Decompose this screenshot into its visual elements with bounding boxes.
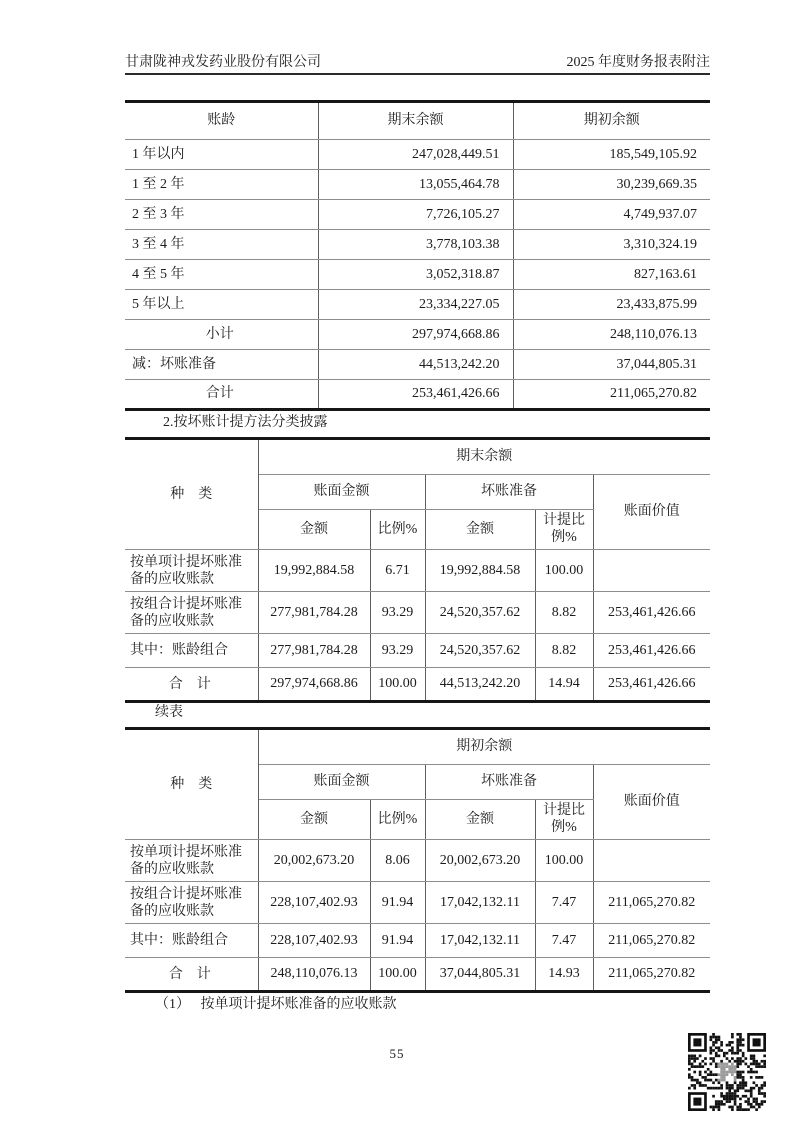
- cell-bd_ratio: 100.00: [535, 550, 593, 592]
- cell-bd_amount: 19,992,884.58: [425, 550, 535, 592]
- cell-bd_amount: 37,044,805.31: [425, 958, 535, 992]
- cell-bd_amount: 24,520,357.62: [425, 634, 535, 668]
- cell-bd_ratio: 8.82: [535, 592, 593, 634]
- ending-balance-method-table: [125, 437, 710, 703]
- cell-bd_ratio: 7.47: [535, 882, 593, 924]
- cell-beginning: 827,163.61: [513, 260, 710, 290]
- col-header-bd-amount: 金额: [425, 510, 535, 550]
- cell-ending: 3,052,318.87: [318, 260, 513, 290]
- cell-amount: 297,974,668.86: [258, 668, 370, 702]
- cell-beginning: 185,549,105.92: [513, 140, 710, 170]
- cell-kind: 其中：账龄组合: [125, 634, 258, 668]
- section-2-heading: 2.按坏账计提方法分类披露: [163, 415, 328, 430]
- cell-bd_ratio: 8.82: [535, 634, 593, 668]
- cell-beginning: 3,310,324.19: [513, 230, 710, 260]
- note-1-heading: （1） 按单项计提坏账准备的应收账款: [155, 997, 397, 1012]
- cell-kind: 合 计: [125, 668, 258, 702]
- method-header-row-1: [125, 729, 710, 765]
- cell-ratio: 93.29: [370, 592, 425, 634]
- col-header-ending-balance: 期末余额: [318, 102, 513, 140]
- col-header-beginning-balance: 期初余额: [513, 102, 710, 140]
- cell-amount: 277,981,784.28: [258, 592, 370, 634]
- provision-ratio-label: 计提比例%: [543, 803, 585, 835]
- cell-label: 小计: [125, 320, 318, 350]
- table-row: [125, 320, 710, 350]
- cell-ending: 297,974,668.86: [318, 320, 513, 350]
- cell-book_value: 211,065,270.82: [593, 924, 710, 958]
- cell-label: 1 至 2 年: [125, 170, 318, 200]
- cell-ending: 23,334,227.05: [318, 290, 513, 320]
- cell-beginning: 211,065,270.82: [513, 380, 710, 410]
- cell-book_value: [593, 840, 710, 882]
- cell-kind: 按单项计提坏账准备的应收账款: [125, 550, 258, 592]
- cell-book_value: 211,065,270.82: [593, 882, 710, 924]
- beginning-balance-method-table: [125, 727, 710, 993]
- cell-bd_ratio: 14.93: [535, 958, 593, 992]
- cell-ratio: 93.29: [370, 634, 425, 668]
- col-header-ratio: 比例%: [370, 510, 425, 550]
- cell-ratio: 91.94: [370, 882, 425, 924]
- cell-bd_ratio: 7.47: [535, 924, 593, 958]
- table-row: [125, 924, 710, 958]
- cell-kind: 其中：账龄组合: [125, 924, 258, 958]
- col-header-provision-ratio: [535, 800, 593, 840]
- cell-ratio: 8.06: [370, 840, 425, 882]
- cell-ending: 247,028,449.51: [318, 140, 513, 170]
- cell-bd_ratio: 100.00: [535, 840, 593, 882]
- provision-ratio-label: 计提比例%: [543, 513, 585, 545]
- cell-ratio: 100.00: [370, 668, 425, 702]
- cell-bd_amount: 44,513,242.20: [425, 668, 535, 702]
- cell-bd_amount: 24,520,357.62: [425, 592, 535, 634]
- cell-bd_amount: 17,042,132.11: [425, 924, 535, 958]
- company-name: 甘肃陇神戎发药业股份有限公司: [125, 55, 321, 70]
- cell-bd_amount: 20,002,673.20: [425, 840, 535, 882]
- cell-beginning: 37,044,805.31: [513, 350, 710, 380]
- col-header-bd-amount: 金额: [425, 800, 535, 840]
- col-header-ratio: 比例%: [370, 800, 425, 840]
- report-title: 2025 年度财务报表附注: [566, 55, 710, 70]
- cell-label: 5 年以上: [125, 290, 318, 320]
- cell-label: 减：坏账准备: [125, 350, 318, 380]
- col-header-aging: 账龄: [125, 102, 318, 140]
- col-header-book-amount: 账面金额: [258, 475, 425, 510]
- table-row: [125, 200, 710, 230]
- col-header-book-amount: 账面金额: [258, 765, 425, 800]
- cell-beginning: 30,239,669.35: [513, 170, 710, 200]
- col-header-amount: 金额: [258, 510, 370, 550]
- col-header-book-value: 账面价值: [593, 765, 710, 840]
- cell-kind: 按组合计提坏账准备的应收账款: [125, 592, 258, 634]
- table-row: [125, 882, 710, 924]
- aging-header-row: [125, 102, 710, 140]
- table-row: [125, 634, 710, 668]
- col-header-period: 期末余额: [258, 439, 710, 475]
- cell-book_value: [593, 550, 710, 592]
- table-row: [125, 290, 710, 320]
- table-row: [125, 260, 710, 290]
- cell-ending: 253,461,426.66: [318, 380, 513, 410]
- aging-table: [125, 100, 710, 411]
- cell-label: 1 年以内: [125, 140, 318, 170]
- cell-ratio: 100.00: [370, 958, 425, 992]
- cell-ending: 44,513,242.20: [318, 350, 513, 380]
- cell-amount: 277,981,784.28: [258, 634, 370, 668]
- cell-label: 3 至 4 年: [125, 230, 318, 260]
- table-row: [125, 140, 710, 170]
- col-header-provision-ratio: [535, 510, 593, 550]
- table-row: [125, 550, 710, 592]
- col-header-kind: 种 类: [125, 439, 258, 550]
- page-header: [125, 52, 710, 75]
- cell-bd_ratio: 14.94: [535, 668, 593, 702]
- table-row: [125, 668, 710, 702]
- cell-book_value: 253,461,426.66: [593, 634, 710, 668]
- table-row: [125, 958, 710, 992]
- col-header-bad-debt: 坏账准备: [425, 765, 593, 800]
- col-header-period: 期初余额: [258, 729, 710, 765]
- cell-label: 4 至 5 年: [125, 260, 318, 290]
- cell-amount: 248,110,076.13: [258, 958, 370, 992]
- cell-beginning: 23,433,875.99: [513, 290, 710, 320]
- cell-book_value: 253,461,426.66: [593, 592, 710, 634]
- method-header-row-1: [125, 439, 710, 475]
- table-row: [125, 350, 710, 380]
- cell-ending: 7,726,105.27: [318, 200, 513, 230]
- cell-amount: 20,002,673.20: [258, 840, 370, 882]
- cell-ratio: 91.94: [370, 924, 425, 958]
- cell-label: 2 至 3 年: [125, 200, 318, 230]
- cell-beginning: 4,749,937.07: [513, 200, 710, 230]
- table-row: [125, 840, 710, 882]
- cell-bd_amount: 17,042,132.11: [425, 882, 535, 924]
- continued-table-label: 续表: [155, 705, 183, 720]
- cell-amount: 228,107,402.93: [258, 882, 370, 924]
- table-row: [125, 170, 710, 200]
- col-header-bad-debt: 坏账准备: [425, 475, 593, 510]
- cell-ending: 3,778,103.38: [318, 230, 513, 260]
- cell-label: 合计: [125, 380, 318, 410]
- cell-kind: 按组合计提坏账准备的应收账款: [125, 882, 258, 924]
- table-row: [125, 230, 710, 260]
- table-row: [125, 380, 710, 410]
- cell-amount: 228,107,402.93: [258, 924, 370, 958]
- cell-amount: 19,992,884.58: [258, 550, 370, 592]
- cell-book_value: 211,065,270.82: [593, 958, 710, 992]
- cell-ending: 13,055,464.78: [318, 170, 513, 200]
- cell-kind: 按单项计提坏账准备的应收账款: [125, 840, 258, 882]
- col-header-amount: 金额: [258, 800, 370, 840]
- col-header-kind: 种 类: [125, 729, 258, 840]
- cell-ratio: 6.71: [370, 550, 425, 592]
- page-number: 55: [389, 1046, 405, 1061]
- cell-beginning: 248,110,076.13: [513, 320, 710, 350]
- cell-kind: 合 计: [125, 958, 258, 992]
- table-row: [125, 592, 710, 634]
- cell-book_value: 253,461,426.66: [593, 668, 710, 702]
- qr-code: [688, 1033, 766, 1111]
- col-header-book-value: 账面价值: [593, 475, 710, 550]
